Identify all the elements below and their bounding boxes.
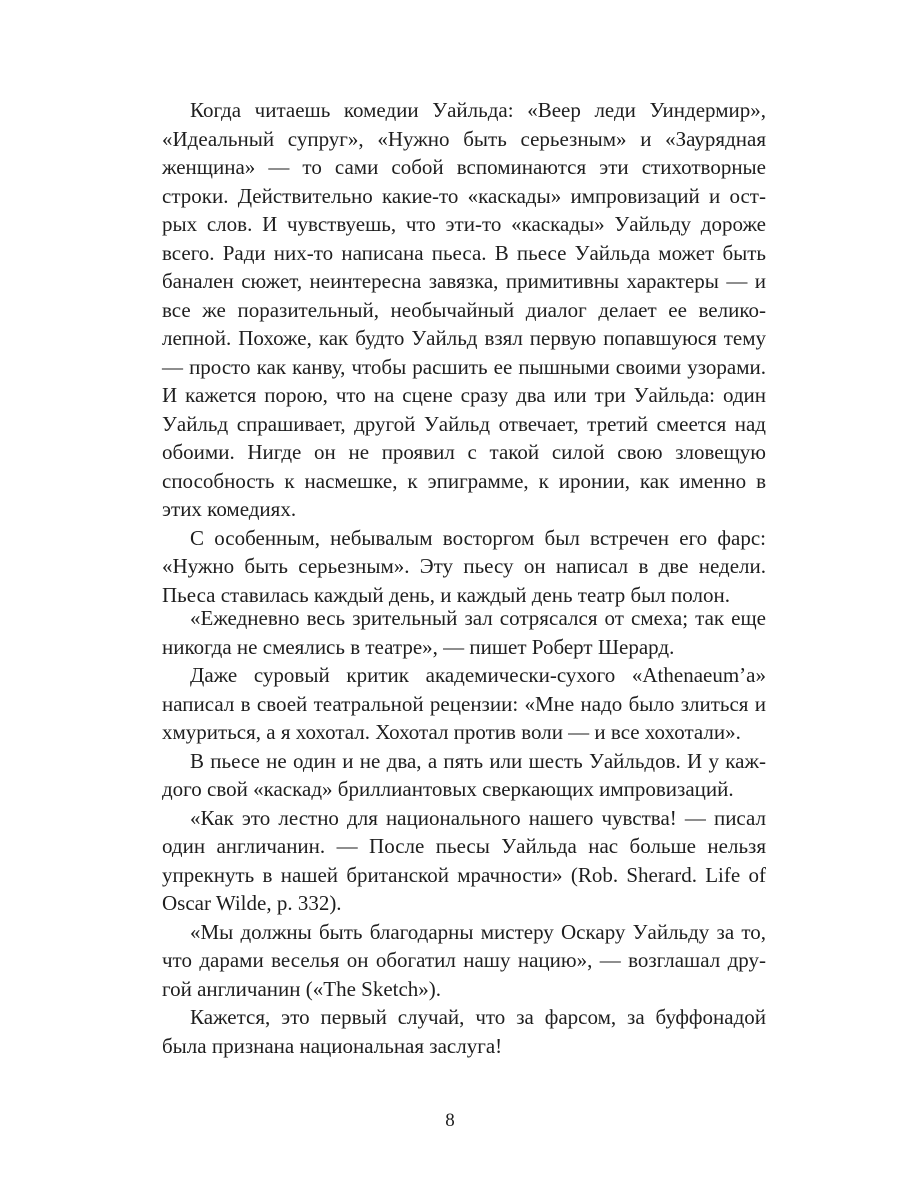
paragraph: «Как это лестно для национального нашего чувства! — писал один англичанин. — После пьесы Уайльда нас больше нельзя упрекнуть в нашей британской мрачности» (Rob. Sherard. Life of Oscar Wilde, p. 332). — [162, 805, 766, 915]
text-block-top — [162, 96, 766, 609]
paragraph: Кажется, это первый случай, что за фарсом, за буффонадой была признана национальная заслуга! — [162, 1005, 766, 1058]
page-number: 8 — [445, 1110, 455, 1131]
paragraph: Даже суровый критик академически-сухого «Athenaeum’a» написал в своей театральной рецензии: «Мне надо было злиться и хмуриться, а я хохотал. Хохотал против воли — и все хохотали». — [162, 663, 766, 744]
paragraph: «Ежедневно весь зрительный зал сотрясался от смеха; так еще никогда не смеялись в театре», — пишет Роберт Шерард. — [162, 606, 766, 659]
text-block-bottom — [162, 604, 766, 1060]
paragraph: Когда читаешь комедии Уайльда: «Веер леди Уиндермир», «Идеальный супруг», «Нужно быть серьезным» и «Заурядная женщина» — то сами собой вспоминаются эти стихотворные строки. Действительно какие-то «каскады» импровизаций и острых слов. И чувствуешь, что эти-то «каскады» Уайльду дороже всего. Ради них-то написана пьеса. В пьесе Уайльда может быть банален сюжет, неинтересна завязка, примитивны характеры — и все же поразительный, необычайный диалог делает ее великолепной. Похоже, как будто Уайльд взял первую попавшуюся тему — просто как канву, чтобы расшить ее пышными своими узорами. И кажется порою, что на сцене сразу два или три Уайльда: один Уайльд спрашивает, другой Уайльд отвечает, третий смеется над обоими. Нигде он не проявил с такой силой свою зловещую способность к насмешке, к эпиграмме, к иронии, как именно в этих комедиях. — [162, 98, 766, 521]
paragraph: С особенным, небывалым восторгом был встречен его фарс: «Нужно быть серьезным». Эту пьесу он написал в две недели. Пьеса ставилась каждый день, и каждый день театр был полон. — [162, 525, 766, 607]
paragraph: В пьесе не один и не два, а пять или шесть Уайльдов. И у каждого свой «каскад» бриллиантовых сверкающих импровизаций. — [162, 748, 766, 801]
paragraph: «Мы должны быть благодарны мистеру Оскару Уайльду за то, что дарами веселья он обогатил нашу нацию», — возглашал другой англичанин («The Sketch»). — [162, 919, 766, 1001]
